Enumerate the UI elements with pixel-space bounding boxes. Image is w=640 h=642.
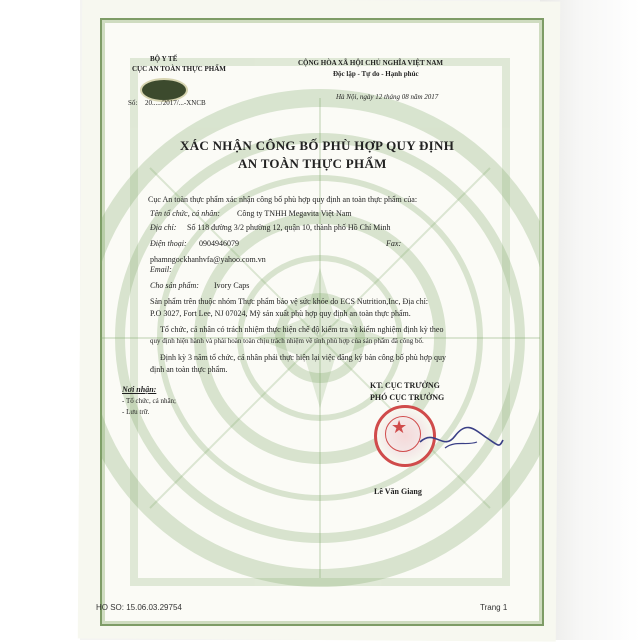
national-motto: Độc lập - Tự do - Hạnh phúc [333, 70, 419, 78]
intro-text: Cục An toàn thực phẩm xác nhận công bố phù hợp quy định an toàn thực phẩm của: [148, 195, 418, 204]
agency-name: CỤC AN TOÀN THỰC PHẨM [132, 65, 226, 73]
recipient-item: - Lưu trữ. [122, 408, 150, 416]
left-margin [0, 0, 80, 640]
address-label: Địa chỉ: [150, 223, 177, 232]
paragraph-2: Tổ chức, cá nhân có trách nhiệm thực hiện chế độ kiểm tra và kiểm nghiệm định kỳ theo [160, 325, 444, 334]
paragraph-3-cont: định an toàn thực phẩm. [150, 365, 228, 374]
paragraph-1: Sản phẩm trên thuộc nhóm Thực phẩm bảo vệ sức khỏe do ECS Nutrition,Inc, Địa chỉ: [150, 297, 429, 306]
title-line-2: AN TOÀN THỰC PHẨM [238, 156, 387, 171]
email-value: phamngockhanhvfa@yahoo.com.vn [150, 255, 266, 264]
title-line-1: XÁC NHẬN CÔNG BỐ PHÙ HỢP QUY ĐỊNH [180, 138, 455, 153]
certificate-border [100, 18, 544, 626]
recipient-item: - Tổ chức, cá nhân; [122, 397, 177, 405]
document-number-label: Số: [128, 99, 138, 107]
star-icon: ★ [391, 417, 408, 437]
signer-title-2: PHÓ CỤC TRƯỞNG [370, 393, 445, 402]
org-value: Công ty TNHH Megavita Việt Nam [237, 209, 352, 218]
page-number: Trang 1 [480, 603, 508, 612]
signer-title-1: KT. CỤC TRƯỞNG [370, 381, 440, 390]
dossier-number: HO SO: 15.06.03.29754 [96, 603, 182, 612]
handwritten-signature-icon [415, 420, 505, 460]
signer-name: Lê Văn Giang [374, 487, 422, 496]
email-label: Email: [150, 265, 172, 274]
address-value: Số 118 đường 3/2 phường 12, quận 10, thành phố Hồ Chí Minh [187, 223, 391, 232]
phone-label: Điện thoại: [150, 239, 187, 248]
agency-ministry: BỘ Y TẾ [150, 55, 178, 63]
fax-label: Fax: [386, 239, 402, 248]
paragraph-3: Định kỳ 3 năm tổ chức, cá nhân phải thực hiện lại việc đăng ký bản công bố phù hợp quy [160, 353, 446, 362]
recipients-label: Nơi nhận: [122, 385, 157, 394]
place-date: Hà Nội, ngày 12 tháng 08 năm 2017 [336, 93, 439, 101]
phone-value: 0904946079 [199, 239, 239, 248]
product-label: Cho sản phẩm: [150, 281, 199, 290]
country-name: CỘNG HÒA XÃ HỘI CHỦ NGHĨA VIỆT NAM [298, 59, 444, 67]
paragraph-2-cont: quy định hiện hành và phải hoàn toàn chịu trách nhiệm về tính phù hợp của sản phẩm đã công bố. [150, 337, 424, 345]
org-label: Tên tổ chức, cá nhân: [150, 209, 220, 218]
product-value: Ivory Caps [214, 281, 250, 290]
paragraph-1-cont: P.O 3027, Fort Lee, NJ 07024, Mỹ sản xuất phù hợp quy định an toàn thực phẩm. [150, 309, 411, 318]
document-number: 20...../2017/...-XNCB [145, 99, 206, 107]
